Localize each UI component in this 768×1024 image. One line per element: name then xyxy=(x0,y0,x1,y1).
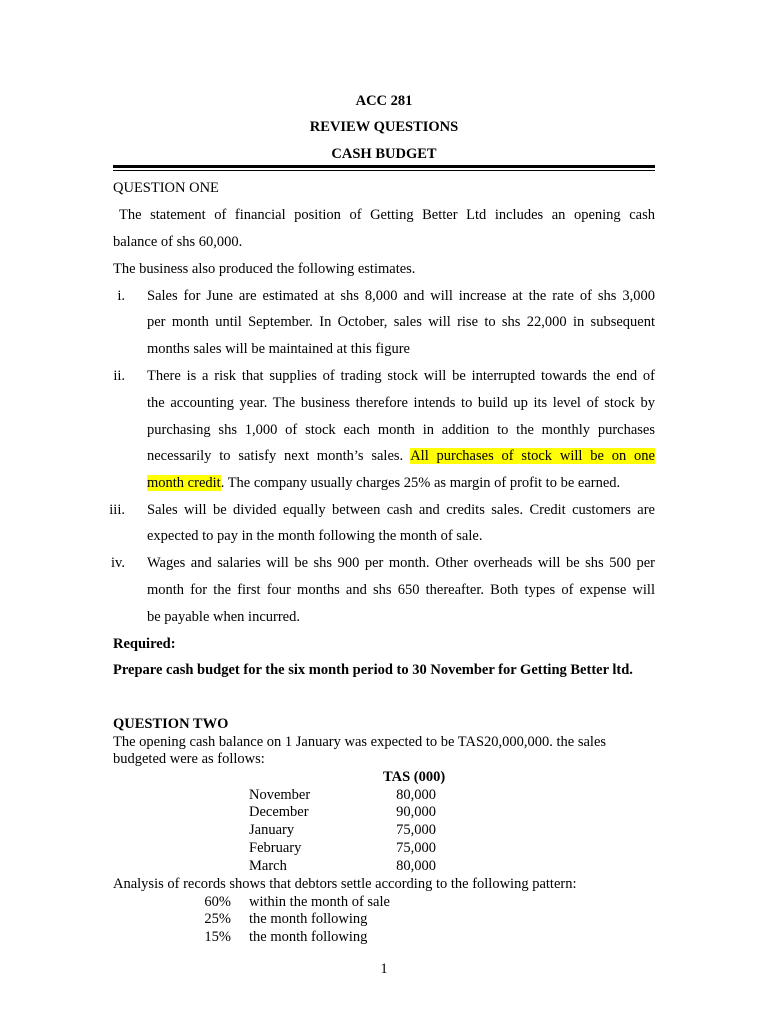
header-rule-thick xyxy=(113,165,655,168)
item-line-text: necessarily to satisfy next month’s sales. xyxy=(147,448,404,464)
question-one-title: QUESTION ONE xyxy=(113,180,219,196)
item-line: months sales will be maintained at this figure xyxy=(147,341,410,357)
item-line: Wages and salaries will be shs 900 per month. Other overheads will be shs 500 per xyxy=(147,555,655,571)
header-rule-thin xyxy=(113,170,655,171)
item-line: per month until September. In October, sales will rise to shs 22,000 in subsequent xyxy=(147,314,655,330)
sales-amount: 75,000 xyxy=(396,822,436,838)
item-line: expected to pay in the month following the month of sale. xyxy=(147,528,483,544)
document-subtitle: REVIEW QUESTIONS xyxy=(309,119,459,135)
item-line: the accounting year. The business therefore intends to build up its level of stock by xyxy=(147,395,655,411)
required-text: Prepare cash budget for the six month period to 30 November for Getting Better ltd. xyxy=(113,662,633,678)
sales-month: December xyxy=(249,804,309,820)
item-line xyxy=(147,475,655,492)
item-line: Sales will be divided equally between cash and credits sales. Credit customers are xyxy=(147,502,655,518)
item-line: month for the first four months and shs 650 thereafter. Both types of expense will xyxy=(147,582,655,598)
item-line xyxy=(147,448,655,465)
item-line: There is a risk that supplies of trading stock will be interrupted towards the end of xyxy=(147,368,655,384)
item-number: iii. xyxy=(109,502,125,518)
item-line-text: . The company usually charges 25% as margin of profit to be earned. xyxy=(220,475,621,491)
item-number: iv. xyxy=(111,555,125,571)
highlighted-text: month credit xyxy=(147,475,221,491)
sales-table-header: TAS (000) xyxy=(383,769,446,785)
required-label: Required: xyxy=(113,636,176,652)
sales-month: March xyxy=(249,858,287,874)
q1-estimates-intro: The business also produced the following estimates. xyxy=(113,261,416,277)
settlement-description: the month following xyxy=(249,911,368,927)
settlement-description: the month following xyxy=(249,929,368,945)
sales-month: February xyxy=(249,840,302,856)
course-code: ACC 281 xyxy=(355,93,413,109)
q1-intro-line-1: The statement of financial position of Getting Better Ltd includes an opening cash xyxy=(119,207,655,223)
q2-intro-line-1: The opening cash balance on 1 January was expected to be TAS20,000,000. the sales xyxy=(113,734,607,750)
q2-analysis-text: Analysis of records shows that debtors settle according to the following pattern: xyxy=(113,876,577,892)
settlement-percent: 25% xyxy=(204,911,231,927)
page-number: 1 xyxy=(380,961,388,977)
q2-intro-line-2: budgeted were as follows: xyxy=(113,751,265,767)
sales-amount: 80,000 xyxy=(396,787,436,803)
item-number: i. xyxy=(117,288,125,304)
highlighted-text: All purchases of stock will be on one xyxy=(410,448,655,464)
item-line: Sales for June are estimated at shs 8,000 and will increase at the rate of shs 3,000 xyxy=(147,288,655,304)
sales-month: January xyxy=(249,822,295,838)
question-two-title: QUESTION TWO xyxy=(113,716,229,732)
q1-intro-line-2: balance of shs 60,000. xyxy=(113,234,243,250)
item-number: ii. xyxy=(113,368,125,384)
sales-month: November xyxy=(249,787,311,803)
document-topic: CASH BUDGET xyxy=(331,146,437,162)
settlement-description: within the month of sale xyxy=(249,894,390,910)
item-line: purchasing shs 1,000 of stock each month in addition to the monthly purchases xyxy=(147,422,655,438)
settlement-percent: 60% xyxy=(204,894,231,910)
sales-amount: 90,000 xyxy=(396,804,436,820)
item-line: be payable when incurred. xyxy=(147,609,300,625)
settlement-percent: 15% xyxy=(204,929,231,945)
sales-amount: 75,000 xyxy=(396,840,436,856)
sales-amount: 80,000 xyxy=(396,858,436,874)
